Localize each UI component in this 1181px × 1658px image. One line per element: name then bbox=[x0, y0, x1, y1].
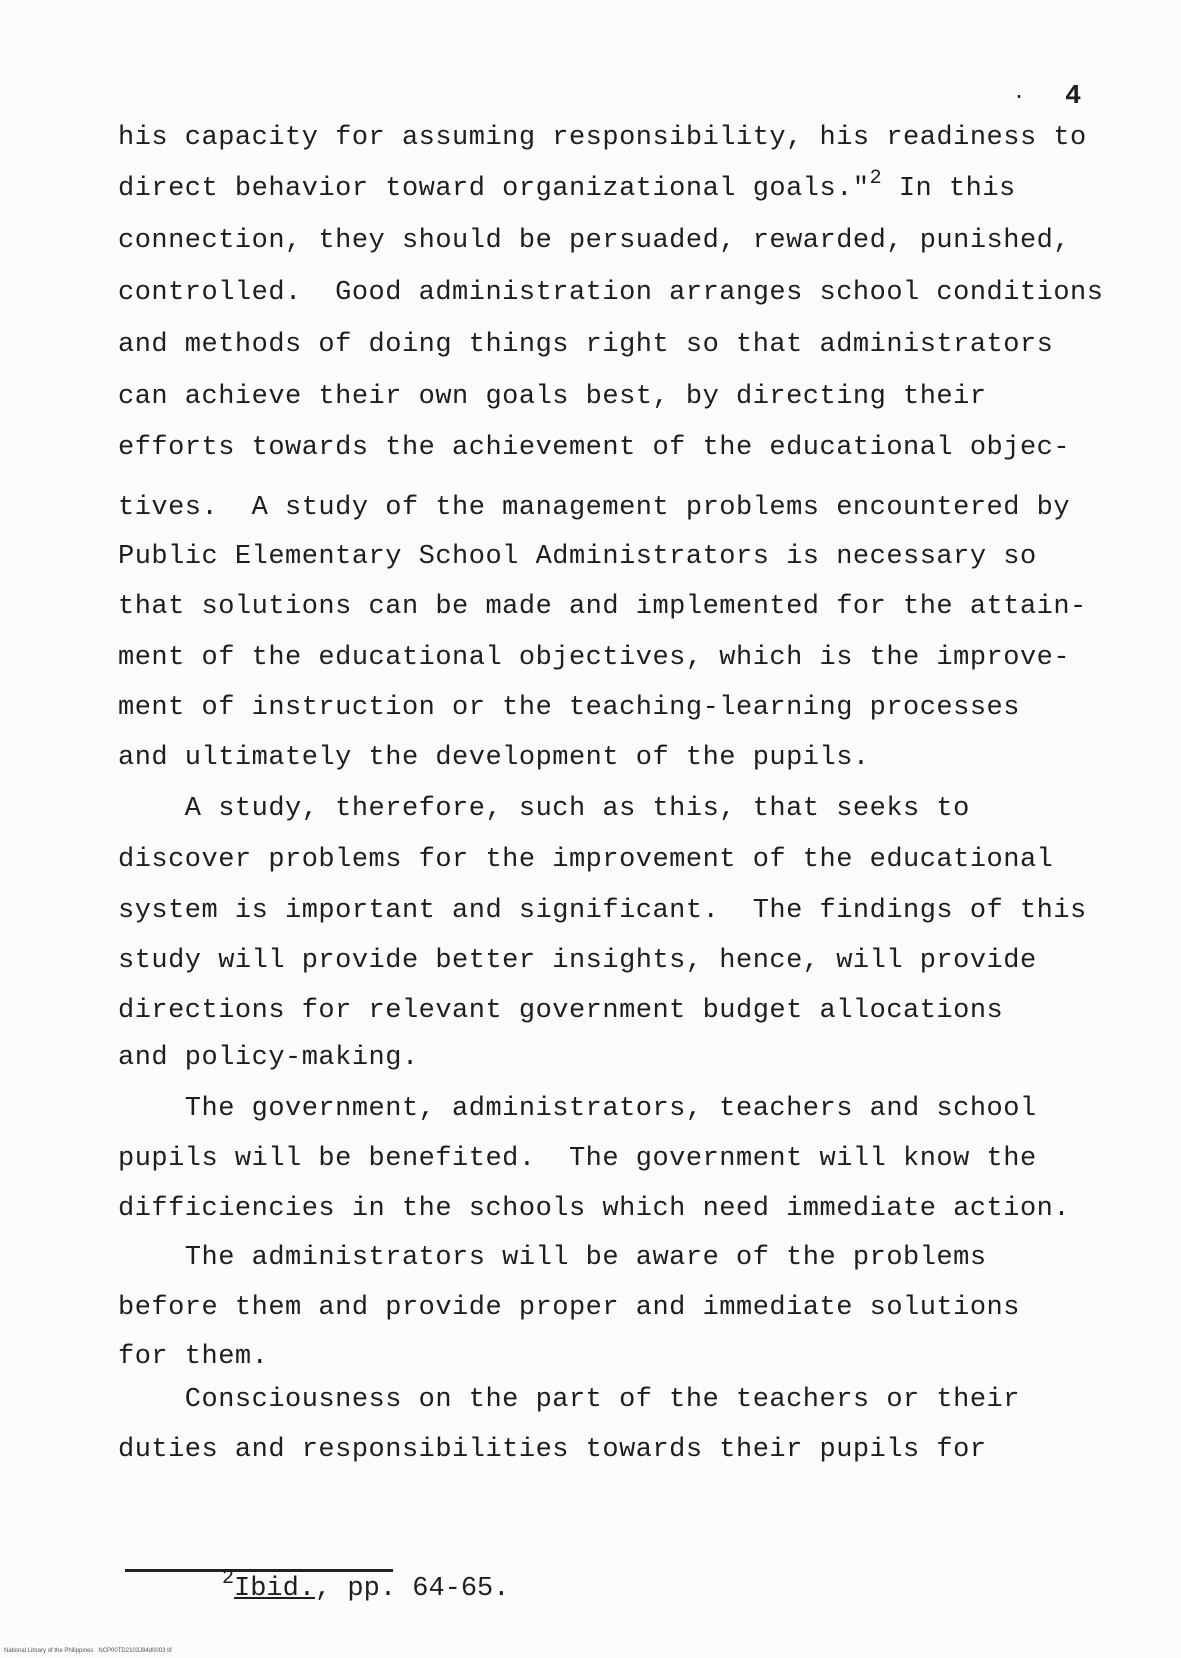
text-line: and policy-making. bbox=[118, 1043, 419, 1073]
text-line: tives. A study of the management problems encountered by bbox=[118, 493, 1071, 523]
text-line: ment of instruction or the teaching-learning processes bbox=[118, 693, 1020, 723]
text-line: A study, therefore, such as this, that seeks to bbox=[118, 794, 970, 824]
text-line: that solutions can be made and implemented for the attain- bbox=[118, 592, 1087, 622]
text-line: his capacity for assuming responsibility, his readiness to bbox=[118, 123, 1087, 153]
text-line: The administrators will be aware of the problems bbox=[118, 1243, 987, 1273]
footnote-ibid: Ibid. bbox=[234, 1574, 316, 1604]
text-line: connection, they should be persuaded, rewarded, punished, bbox=[118, 226, 1071, 256]
text-line: system is important and significant. The findings of this bbox=[118, 896, 1087, 926]
text-line: and ultimately the development of the pupils. bbox=[118, 743, 870, 773]
text-line: The government, administrators, teachers and school bbox=[118, 1094, 1037, 1124]
text-line: can achieve their own goals best, by directing their bbox=[118, 382, 987, 412]
scan-footer: National Library of the Philippines NCP00TD2103J84d0003 tif bbox=[4, 1648, 172, 1654]
page-number: 4 bbox=[1065, 82, 1082, 112]
text-line: Public Elementary School Administrators is necessary so bbox=[118, 542, 1037, 572]
text-line: directions for relevant government budget allocations bbox=[118, 996, 1004, 1026]
footnote-reference: 2 bbox=[869, 167, 883, 190]
text-line: study will provide better insights, hence, will provide bbox=[118, 946, 1037, 976]
text-line: before them and provide proper and immediate solutions bbox=[118, 1293, 1020, 1323]
footnote bbox=[222, 1567, 510, 1604]
text-line bbox=[118, 167, 1016, 205]
text-line: pupils will be benefited. The government will know the bbox=[118, 1144, 1037, 1174]
text-line: ment of the educational objectives, which is the improve- bbox=[118, 643, 1071, 673]
text-line: duties and responsibilities towards their pupils for bbox=[118, 1435, 987, 1465]
text-line: efforts towards the achievement of the educational objec- bbox=[118, 433, 1071, 463]
footnote-marker: 2 bbox=[222, 1567, 235, 1590]
text-line: controlled. Good administration arranges school conditions bbox=[118, 278, 1104, 308]
text-line: discover problems for the improvement of the educational bbox=[118, 845, 1054, 875]
text-line: and methods of doing things right so that administrators bbox=[118, 330, 1054, 360]
text-segment: direct behavior toward organizational goals." bbox=[118, 174, 870, 204]
text-segment: In this bbox=[882, 174, 1016, 204]
text-line: difficiencies in the schools which need immediate action. bbox=[118, 1194, 1071, 1224]
footnote-pages: , pp. 64-65. bbox=[315, 1574, 510, 1604]
footnote-rule bbox=[125, 1569, 393, 1572]
page-mark: · bbox=[1013, 86, 1026, 109]
text-line: Consciousness on the part of the teachers or their bbox=[118, 1385, 1020, 1415]
text-line: for them. bbox=[118, 1342, 269, 1372]
